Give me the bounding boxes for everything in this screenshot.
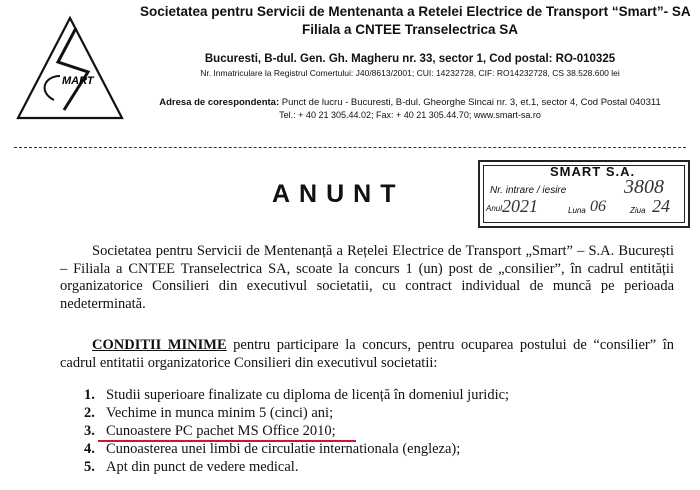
conditions-paragraph: [60, 337, 674, 372]
conditions-heading: CONDITII MINIME: [92, 337, 227, 353]
intro-paragraph: Societatea pentru Servicii de Mentenanță a Rețelei Electrice de Transport „Smart” – S.A. București – Filiala a CNTEE Transelectrica SA, scoate la concurs 1 (un) post de „consilier”, în cadrul entității organizatorice Consilieri din executivul societatii, cu contract individual de muncă pe perioada nedeterminată.: [60, 243, 674, 312]
stamp-year: 2021: [502, 196, 538, 216]
list-item-text: Vechime in munca minim 5 (cinci) ani;: [106, 405, 334, 421]
registry-info: Nr. Inmatriculare la Registrul Comertului: J40/8613/2001; CUI: 14232728, CIF: RO14232728, CS 38.528.600 lei: [200, 68, 620, 78]
correspondence-address: [140, 97, 680, 108]
list-item: [84, 458, 509, 476]
stamp-month-label: Luna: [568, 206, 586, 215]
list-item-number: 2.: [84, 405, 95, 421]
contact-info: Tel.: + 40 21 305.44.02; Fax: + 40 21 305.44.70; www.smart-sa.ro: [279, 110, 541, 120]
branch-name: Filiala a CNTEE Transelectrica SA: [301, 22, 519, 37]
announcement-title: ANUNT: [272, 180, 405, 208]
list-item-text: Apt din punct de vedere medical.: [106, 459, 299, 475]
company-logo: [14, 14, 126, 122]
logo-text: MART: [62, 75, 94, 87]
list-item: [84, 440, 509, 458]
stamp-number: 3808: [624, 176, 664, 198]
highlight-underline: [98, 440, 356, 442]
stamp-reg-label: Nr. intrare / iesire: [490, 185, 567, 196]
list-item-text: Cunoasterea unei limbi de circulatie internationala (engleza);: [106, 441, 461, 457]
list-item-text: Studii superioare finalizate cu diploma de licență în domeniul juridic;: [106, 387, 510, 403]
correspondence-label: Adresa de corespondenta:: [159, 97, 280, 108]
list-item: [84, 422, 509, 440]
stamp-day: 24: [652, 196, 670, 216]
conditions-text: pentru participare la concurs, pentru ocuparea postului de “consilier” în cadrul entitatii organizatorice Consilieri din executivul societatii:: [60, 337, 674, 371]
list-item-text: Cunoastere PC pachet MS Office 2010;: [106, 423, 336, 439]
list-item-number: 4.: [84, 441, 95, 457]
list-item-number: 3.: [84, 423, 95, 439]
stamp-day-label: Ziua: [630, 206, 646, 215]
list-item: [84, 404, 509, 422]
company-name: Societatea pentru Servicii de Mentenanta a Retelei Electrice de Transport “Smart”- SA: [140, 4, 691, 19]
header-divider: [14, 147, 686, 148]
stamp-month: 06: [590, 198, 606, 215]
registration-stamp: [478, 160, 690, 228]
company-address: Bucuresti, B-dul. Gen. Gh. Magheru nr. 33, sector 1, Cod postal: RO-010325: [204, 53, 616, 65]
requirements-list: [84, 386, 509, 476]
correspondence-value: Punct de lucru - Bucuresti, B-dul. Gheorghe Sincai nr. 3, et.1, sector 4, Cod Postal 040311: [279, 97, 661, 108]
list-item-number: 5.: [84, 459, 95, 475]
list-item: [84, 386, 509, 404]
list-item-number: 1.: [84, 387, 95, 403]
stamp-title: SMART S.A.: [550, 164, 636, 179]
stamp-year-label: Anul: [486, 204, 503, 213]
